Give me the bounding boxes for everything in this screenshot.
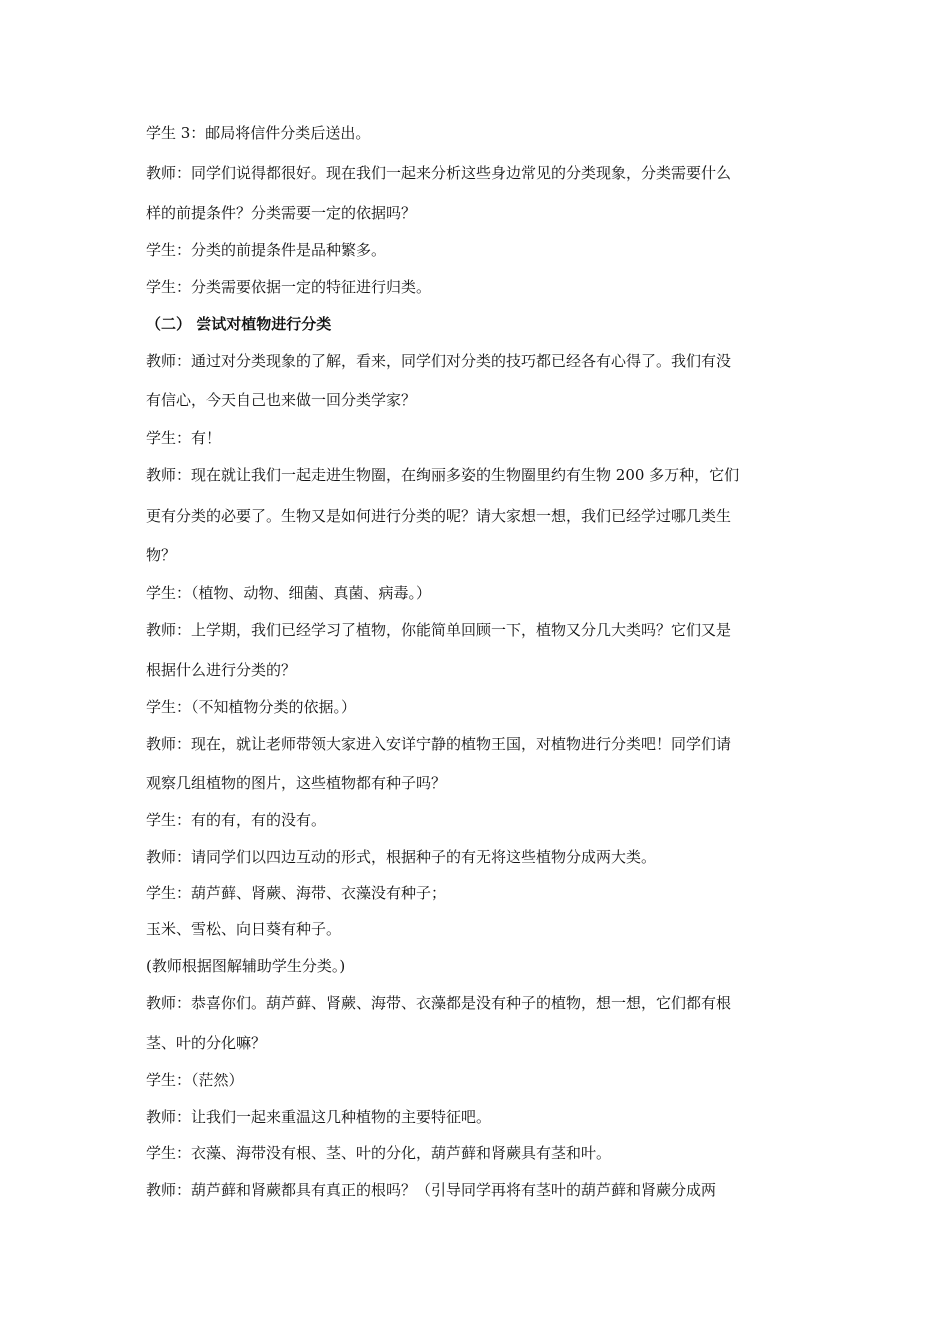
text-line: 教师：葫芦藓和肾蕨都具有真正的根吗？（引导同学再将有茎叶的葫芦藓和肾蕨分成两 [146,1181,717,1199]
text-line: 学生：葫芦藓、肾蕨、海带、衣藻没有种子； [146,884,447,902]
text-line: 学生：（植物、动物、细菌、真菌、病毒。） [146,584,432,602]
text-line: 有信心，今天自己也来做一回分类学家？ [146,391,417,409]
text-line: 教师：通过对分类现象的了解，看来，同学们对分类的技巧都已经各有心得了。我们有没 [146,352,732,370]
text-line: 样的前提条件？分类需要一定的依据吗？ [146,204,417,222]
text-line: 学生：分类需要依据一定的特征进行归类。 [146,278,432,296]
text-line: 学生 3：邮局将信件分类后送出。 [146,124,371,142]
text-line: 教师：现在就让我们一起走进生物圈，在绚丽多姿的生物圈里约有生物 200 多万种，它们 [146,466,740,484]
text-line: 教师：请同学们以四边互动的形式，根据种子的有无将这些植物分成两大类。 [146,848,657,866]
text-line: (教师根据图解辅助学生分类。) [146,957,346,975]
text-line: 教师：让我们一起来重温这几种植物的主要特征吧。 [146,1108,492,1126]
text-line: 学生：有！ [146,429,222,447]
text-line: 学生：衣藻、海带没有根、茎、叶的分化，葫芦藓和肾蕨具有茎和叶。 [146,1144,612,1162]
text-line: 教师：恭喜你们。葫芦藓、肾蕨、海带、衣藻都是没有种子的植物，想一想，它们都有根 [146,994,732,1012]
text-line: 物？ [146,546,177,564]
text-line: 教师：上学期，我们已经学习了植物，你能简单回顾一下，植物又分几大类吗？它们又是 [146,621,732,639]
text-line: 学生：（不知植物分类的依据。） [146,698,357,716]
text-line: 茎、叶的分化嘛？ [146,1034,267,1052]
text-line: 教师：现在，就让老师带领大家进入安详宁静的植物王国，对植物进行分类吧！同学们请 [146,735,732,753]
text-line: 观察几组植物的图片，这些植物都有种子吗？ [146,774,447,792]
text-line: 教师：同学们说得都很好。现在我们一起来分析这些身边常见的分类现象，分类需要什么 [146,164,732,182]
text-line: 根据什么进行分类的？ [146,661,297,679]
text-line: 学生：分类的前提条件是品种繁多。 [146,241,387,259]
text-line: 学生：有的有，有的没有。 [146,811,327,829]
section-heading: （二） 尝试对植物进行分类 [146,315,332,333]
text-line: 玉米、雪松、向日葵有种子。 [146,920,342,938]
text-line: 更有分类的必要了。生物又是如何进行分类的呢？请大家想一想，我们已经学过哪几类生 [146,507,732,525]
text-line: 学生：（茫然） [146,1071,244,1089]
